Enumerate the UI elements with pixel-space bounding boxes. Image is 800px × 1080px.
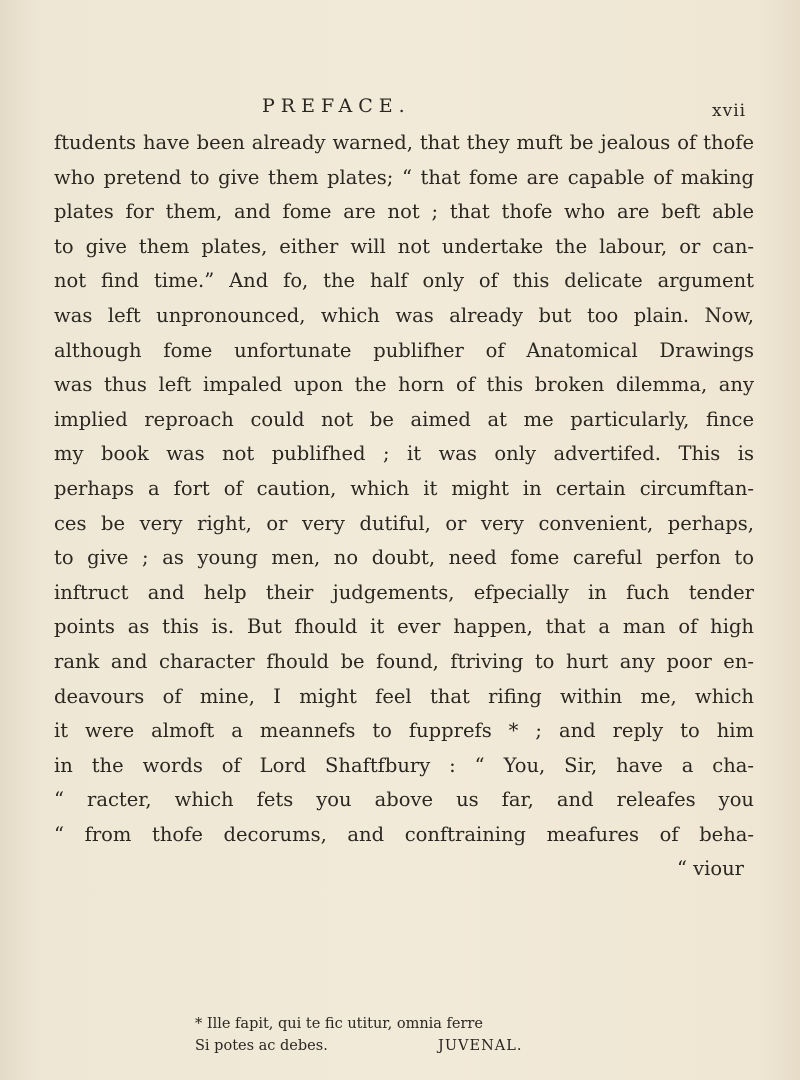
text-line: was thus left impaled upon the horn of this broken dilemma, any	[54, 373, 754, 397]
page-number: xvii	[712, 101, 747, 121]
text-line: ftudents have been already warned, that they muft be jealous of thofe	[54, 131, 754, 154]
footnote-line	[195, 1035, 615, 1057]
text-line: rank and character fhould be found, ftriving to hurt any poor en-	[54, 649, 754, 673]
text-line: not find time.” And fo, the half only of this delicate argument	[54, 269, 754, 293]
text-line: plates for them, and fome are not ; that thofe who are beft able	[54, 200, 754, 224]
text-line: to give them plates, either will not undertake the labour, or can-	[54, 234, 754, 258]
catchword: “ viour	[676, 857, 744, 881]
page-header	[0, 95, 800, 125]
footnote	[195, 1013, 615, 1057]
text-line: deavours of mine, I might feel that rifing within me, which	[54, 684, 754, 708]
footnote-quote-end: Si potes ac debes.	[195, 1038, 328, 1054]
text-line: “ from thofe decorums, and conftraining meafures of beha-	[54, 822, 754, 846]
footnote-line: * Ille fapit, qui te fic utitur, omnia ferre	[195, 1016, 483, 1032]
text-line: ces be very right, or very dutiful, or very convenient, perhaps,	[54, 511, 754, 535]
running-head: PREFACE.	[262, 95, 411, 117]
text-line: in the words of Lord Shaftfbury : “ You, Sir, have a cha-	[54, 753, 754, 777]
text-line: my book was not publifhed ; it was only advertifed. This is	[54, 442, 754, 466]
body-text	[54, 126, 754, 887]
footnote-attribution: JUVENAL.	[438, 1038, 523, 1054]
text-line: who pretend to give them plates; “ that fome are capable of making	[54, 165, 754, 189]
text-line: points as this is. But fhould it ever happen, that a man of high	[54, 615, 754, 639]
text-line: it were almoft a meannefs to fupprefs * ; and reply to him	[54, 719, 754, 743]
text-line: implied reproach could not be aimed at me particularly, fince	[54, 407, 754, 431]
text-line: inftruct and help their judgements, efpecially in fuch tender	[54, 580, 754, 604]
text-line: “ racter, which fets you above us far, and releafes you	[54, 788, 754, 812]
text-line: to give ; as young men, no doubt, need fome careful perfon to	[54, 546, 754, 570]
text-line: perhaps a fort of caution, which it might in certain circumftan-	[54, 476, 754, 500]
text-line: was left unpronounced, which was already but too plain. Now,	[54, 303, 754, 327]
text-line: although fome unfortunate publifher of Anatomical Drawings	[54, 338, 754, 362]
